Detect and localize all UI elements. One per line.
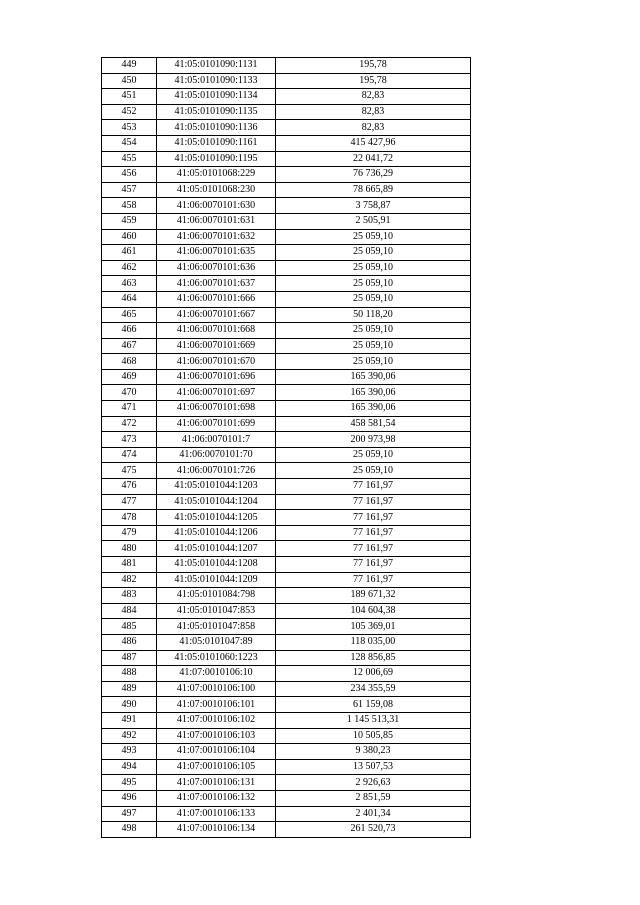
cadastral-number-cell: 41:05:0101044:1206: [157, 525, 276, 541]
cadastral-number-cell: 41:07:0010106:134: [157, 822, 276, 838]
row-number-cell: 490: [102, 697, 157, 713]
table-row: [102, 681, 471, 697]
cadastral-number-cell: 41:06:0070101:698: [157, 401, 276, 417]
table-row: [102, 728, 471, 744]
table-row: [102, 432, 471, 448]
cadastral-value-table: [101, 57, 471, 838]
row-number-cell: 460: [102, 229, 157, 245]
table-row: [102, 323, 471, 339]
table-row: [102, 650, 471, 666]
cadastral-value-cell: 165 390,06: [276, 401, 471, 417]
table-row: [102, 245, 471, 261]
table-row: [102, 104, 471, 120]
table-row: [102, 634, 471, 650]
table-row: [102, 213, 471, 229]
cadastral-number-cell: 41:05:0101090:1133: [157, 73, 276, 89]
table-row: [102, 603, 471, 619]
row-number-cell: 482: [102, 572, 157, 588]
cadastral-number-cell: 41:06:0070101:726: [157, 463, 276, 479]
cadastral-value-cell: 104 604,38: [276, 603, 471, 619]
cadastral-value-cell: 2 505,91: [276, 213, 471, 229]
cadastral-value-cell: 13 507,53: [276, 759, 471, 775]
table-row: [102, 307, 471, 323]
row-number-cell: 486: [102, 634, 157, 650]
cadastral-number-cell: 41:06:0070101:696: [157, 369, 276, 385]
cadastral-value-cell: 82,83: [276, 120, 471, 136]
cadastral-value-cell: 2 851,59: [276, 790, 471, 806]
cadastral-value-cell: 165 390,06: [276, 385, 471, 401]
row-number-cell: 480: [102, 541, 157, 557]
table-row: [102, 151, 471, 167]
row-number-cell: 463: [102, 276, 157, 292]
cadastral-value-cell: 2 401,34: [276, 806, 471, 822]
row-number-cell: 449: [102, 58, 157, 74]
cadastral-number-cell: 41:07:0010106:101: [157, 697, 276, 713]
row-number-cell: 464: [102, 291, 157, 307]
row-number-cell: 481: [102, 557, 157, 573]
row-number-cell: 491: [102, 712, 157, 728]
cadastral-number-cell: 41:06:0070101:637: [157, 276, 276, 292]
row-number-cell: 479: [102, 525, 157, 541]
cadastral-number-cell: 41:07:0010106:104: [157, 744, 276, 760]
cadastral-value-cell: 12 006,69: [276, 666, 471, 682]
cadastral-number-cell: 41:05:0101044:1207: [157, 541, 276, 557]
table-row: [102, 697, 471, 713]
cadastral-number-cell: 41:05:0101090:1131: [157, 58, 276, 74]
cadastral-number-cell: 41:06:0070101:7: [157, 432, 276, 448]
row-number-cell: 450: [102, 73, 157, 89]
row-number-cell: 473: [102, 432, 157, 448]
table-row: [102, 291, 471, 307]
row-number-cell: 494: [102, 759, 157, 775]
cadastral-value-cell: 25 059,10: [276, 338, 471, 354]
table-row: [102, 354, 471, 370]
table-row: [102, 822, 471, 838]
cadastral-number-cell: 41:06:0070101:630: [157, 198, 276, 214]
table-row: [102, 790, 471, 806]
cadastral-number-cell: 41:05:0101044:1205: [157, 510, 276, 526]
row-number-cell: 453: [102, 120, 157, 136]
cadastral-value-cell: 2 926,63: [276, 775, 471, 791]
cadastral-value-cell: 77 161,97: [276, 494, 471, 510]
cadastral-number-cell: 41:05:0101090:1134: [157, 89, 276, 105]
table-row: [102, 463, 471, 479]
cadastral-value-cell: 458 581,54: [276, 416, 471, 432]
cadastral-value-cell: 195,78: [276, 58, 471, 74]
cadastral-number-cell: 41:07:0010106:131: [157, 775, 276, 791]
table-row: [102, 369, 471, 385]
row-number-cell: 455: [102, 151, 157, 167]
cadastral-value-cell: 9 380,23: [276, 744, 471, 760]
table-row: [102, 182, 471, 198]
cadastral-number-cell: 41:05:0101044:1203: [157, 479, 276, 495]
row-number-cell: 465: [102, 307, 157, 323]
cadastral-number-cell: 41:06:0070101:699: [157, 416, 276, 432]
row-number-cell: 488: [102, 666, 157, 682]
row-number-cell: 498: [102, 822, 157, 838]
cadastral-number-cell: 41:07:0010106:133: [157, 806, 276, 822]
cadastral-number-cell: 41:06:0070101:667: [157, 307, 276, 323]
cadastral-value-cell: 195,78: [276, 73, 471, 89]
cadastral-value-cell: 118 035,00: [276, 634, 471, 650]
table-row: [102, 712, 471, 728]
cadastral-number-cell: 41:07:0010106:102: [157, 712, 276, 728]
cadastral-value-cell: 77 161,97: [276, 479, 471, 495]
table-row: [102, 494, 471, 510]
row-number-cell: 459: [102, 213, 157, 229]
cadastral-number-cell: 41:07:0010106:132: [157, 790, 276, 806]
row-number-cell: 454: [102, 135, 157, 151]
cadastral-value-cell: 77 161,97: [276, 557, 471, 573]
table-row: [102, 385, 471, 401]
table-row: [102, 510, 471, 526]
cadastral-value-cell: 3 758,87: [276, 198, 471, 214]
cadastral-value-cell: 25 059,10: [276, 276, 471, 292]
table-row: [102, 806, 471, 822]
cadastral-value-cell: 1 145 513,31: [276, 712, 471, 728]
row-number-cell: 474: [102, 447, 157, 463]
cadastral-value-cell: 61 159,08: [276, 697, 471, 713]
row-number-cell: 484: [102, 603, 157, 619]
cadastral-value-cell: 25 059,10: [276, 447, 471, 463]
cadastral-number-cell: 41:06:0070101:631: [157, 213, 276, 229]
cadastral-number-cell: 41:06:0070101:635: [157, 245, 276, 261]
cadastral-value-cell: 77 161,97: [276, 541, 471, 557]
cadastral-value-cell: 415 427,96: [276, 135, 471, 151]
cadastral-number-cell: 41:05:0101047:858: [157, 619, 276, 635]
cadastral-number-cell: 41:07:0010106:100: [157, 681, 276, 697]
cadastral-number-cell: 41:06:0070101:668: [157, 323, 276, 339]
cadastral-number-cell: 41:05:0101047:853: [157, 603, 276, 619]
cadastral-number-cell: 41:06:0070101:636: [157, 260, 276, 276]
row-number-cell: 493: [102, 744, 157, 760]
table-row: [102, 73, 471, 89]
cadastral-number-cell: 41:05:0101068:229: [157, 167, 276, 183]
cadastral-value-cell: 10 505,85: [276, 728, 471, 744]
cadastral-value-cell: 76 736,29: [276, 167, 471, 183]
cadastral-value-cell: 82,83: [276, 89, 471, 105]
row-number-cell: 478: [102, 510, 157, 526]
row-number-cell: 485: [102, 619, 157, 635]
table-row: [102, 557, 471, 573]
cadastral-number-cell: 41:05:0101047:89: [157, 634, 276, 650]
row-number-cell: 466: [102, 323, 157, 339]
row-number-cell: 468: [102, 354, 157, 370]
cadastral-value-cell: 128 856,85: [276, 650, 471, 666]
cadastral-number-cell: 41:06:0070101:670: [157, 354, 276, 370]
cadastral-number-cell: 41:05:0101068:230: [157, 182, 276, 198]
cadastral-value-cell: 77 161,97: [276, 525, 471, 541]
cadastral-number-cell: 41:06:0070101:697: [157, 385, 276, 401]
row-number-cell: 452: [102, 104, 157, 120]
table-row: [102, 229, 471, 245]
row-number-cell: 483: [102, 588, 157, 604]
row-number-cell: 462: [102, 260, 157, 276]
cadastral-number-cell: 41:05:0101090:1135: [157, 104, 276, 120]
table-row: [102, 260, 471, 276]
table-row: [102, 338, 471, 354]
cadastral-value-cell: 25 059,10: [276, 463, 471, 479]
cadastral-value-cell: 25 059,10: [276, 229, 471, 245]
row-number-cell: 476: [102, 479, 157, 495]
cadastral-number-cell: 41:07:0010106:103: [157, 728, 276, 744]
table-row: [102, 401, 471, 417]
row-number-cell: 456: [102, 167, 157, 183]
table-row: [102, 479, 471, 495]
cadastral-number-cell: 41:07:0010106:10: [157, 666, 276, 682]
cadastral-value-cell: 25 059,10: [276, 291, 471, 307]
table-row: [102, 276, 471, 292]
cadastral-number-cell: 41:06:0070101:669: [157, 338, 276, 354]
cadastral-value-cell: 77 161,97: [276, 572, 471, 588]
table-row: [102, 572, 471, 588]
table-row: [102, 541, 471, 557]
table-row: [102, 666, 471, 682]
cadastral-number-cell: 41:05:0101090:1136: [157, 120, 276, 136]
row-number-cell: 451: [102, 89, 157, 105]
cadastral-value-cell: 82,83: [276, 104, 471, 120]
cadastral-value-cell: 50 118,20: [276, 307, 471, 323]
table-row: [102, 89, 471, 105]
cadastral-number-cell: 41:05:0101084:798: [157, 588, 276, 604]
row-number-cell: 470: [102, 385, 157, 401]
table-row: [102, 58, 471, 74]
table-row: [102, 525, 471, 541]
cadastral-number-cell: 41:05:0101044:1209: [157, 572, 276, 588]
cadastral-number-cell: 41:07:0010106:105: [157, 759, 276, 775]
table-row: [102, 759, 471, 775]
row-number-cell: 487: [102, 650, 157, 666]
table-row: [102, 198, 471, 214]
row-number-cell: 472: [102, 416, 157, 432]
table-row: [102, 588, 471, 604]
table-row: [102, 167, 471, 183]
cadastral-value-cell: 165 390,06: [276, 369, 471, 385]
row-number-cell: 457: [102, 182, 157, 198]
table-row: [102, 775, 471, 791]
cadastral-value-cell: 200 973,98: [276, 432, 471, 448]
row-number-cell: 496: [102, 790, 157, 806]
table-body: [102, 58, 471, 838]
cadastral-number-cell: 41:06:0070101:666: [157, 291, 276, 307]
table-row: [102, 416, 471, 432]
row-number-cell: 461: [102, 245, 157, 261]
cadastral-number-cell: 41:06:0070101:632: [157, 229, 276, 245]
cadastral-value-cell: 78 665,89: [276, 182, 471, 198]
table-row: [102, 619, 471, 635]
cadastral-number-cell: 41:06:0070101:70: [157, 447, 276, 463]
row-number-cell: 495: [102, 775, 157, 791]
row-number-cell: 489: [102, 681, 157, 697]
cadastral-value-cell: 22 041,72: [276, 151, 471, 167]
cadastral-value-cell: 25 059,10: [276, 260, 471, 276]
cadastral-value-cell: 189 671,32: [276, 588, 471, 604]
cadastral-value-cell: 261 520,73: [276, 822, 471, 838]
row-number-cell: 467: [102, 338, 157, 354]
cadastral-number-cell: 41:05:0101090:1161: [157, 135, 276, 151]
row-number-cell: 477: [102, 494, 157, 510]
cadastral-value-cell: 77 161,97: [276, 510, 471, 526]
cadastral-number-cell: 41:05:0101090:1195: [157, 151, 276, 167]
row-number-cell: 492: [102, 728, 157, 744]
cadastral-value-cell: 234 355,59: [276, 681, 471, 697]
cadastral-value-cell: 25 059,10: [276, 245, 471, 261]
table-row: [102, 447, 471, 463]
table-row: [102, 135, 471, 151]
row-number-cell: 497: [102, 806, 157, 822]
cadastral-number-cell: 41:05:0101044:1204: [157, 494, 276, 510]
row-number-cell: 469: [102, 369, 157, 385]
cadastral-number-cell: 41:05:0101060:1223: [157, 650, 276, 666]
row-number-cell: 458: [102, 198, 157, 214]
cadastral-value-cell: 25 059,10: [276, 323, 471, 339]
table-row: [102, 744, 471, 760]
row-number-cell: 471: [102, 401, 157, 417]
cadastral-number-cell: 41:05:0101044:1208: [157, 557, 276, 573]
row-number-cell: 475: [102, 463, 157, 479]
cadastral-value-cell: 25 059,10: [276, 354, 471, 370]
cadastral-value-cell: 105 369,01: [276, 619, 471, 635]
table-row: [102, 120, 471, 136]
